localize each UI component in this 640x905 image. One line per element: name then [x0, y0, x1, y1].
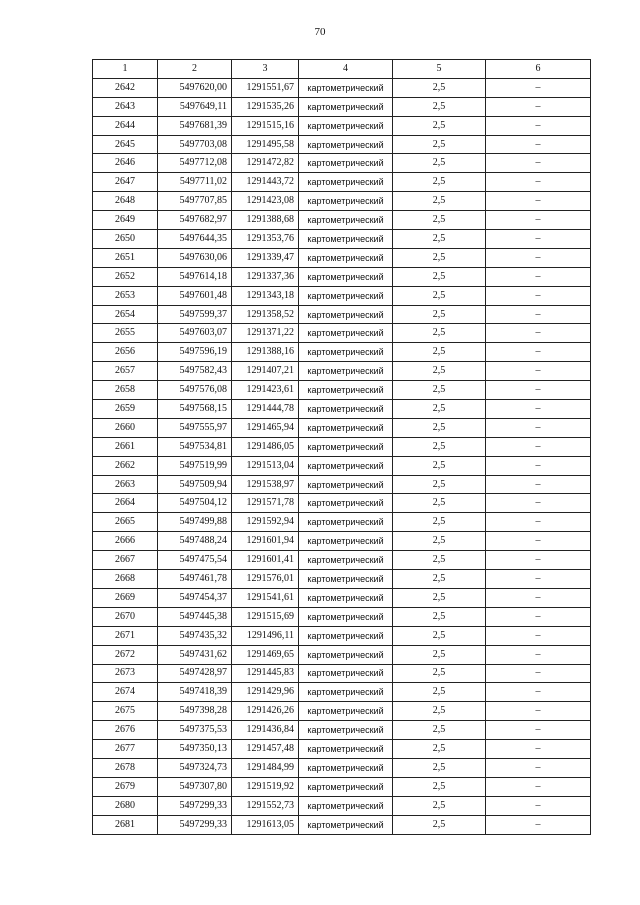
cell-note: –	[486, 456, 591, 475]
cell-x-coordinate: 5497649,11	[158, 97, 232, 116]
cell-note: –	[486, 588, 591, 607]
cell-point-number: 2645	[93, 135, 158, 154]
cell-accuracy: 2,5	[393, 97, 486, 116]
cell-accuracy: 2,5	[393, 437, 486, 456]
cell-note: –	[486, 400, 591, 419]
cell-x-coordinate: 5497682,97	[158, 211, 232, 230]
cell-method: картометрический	[299, 418, 393, 437]
cell-method: картометрический	[299, 607, 393, 626]
cell-x-coordinate: 5497435,32	[158, 626, 232, 645]
table-row	[93, 418, 591, 437]
cell-x-coordinate: 5497445,38	[158, 607, 232, 626]
cell-x-coordinate: 5497299,33	[158, 796, 232, 815]
cell-method: картометрический	[299, 494, 393, 513]
cell-point-number: 2655	[93, 324, 158, 343]
cell-x-coordinate: 5497603,07	[158, 324, 232, 343]
cell-y-coordinate: 1291484,99	[232, 758, 299, 777]
cell-x-coordinate: 5497576,08	[158, 381, 232, 400]
cell-accuracy: 2,5	[393, 721, 486, 740]
cell-method: картометрический	[299, 343, 393, 362]
cell-accuracy: 2,5	[393, 192, 486, 211]
cell-note: –	[486, 248, 591, 267]
cell-y-coordinate: 1291343,18	[232, 286, 299, 305]
cell-method: картометрический	[299, 475, 393, 494]
header-col-3: 3	[232, 60, 299, 79]
table-row	[93, 513, 591, 532]
table-row	[93, 551, 591, 570]
cell-y-coordinate: 1291337,36	[232, 267, 299, 286]
table-row	[93, 437, 591, 456]
cell-note: –	[486, 721, 591, 740]
cell-point-number: 2644	[93, 116, 158, 135]
table-row	[93, 267, 591, 286]
cell-method: картометрический	[299, 777, 393, 796]
cell-x-coordinate: 5497418,39	[158, 683, 232, 702]
cell-method: картометрический	[299, 702, 393, 721]
cell-method: картометрический	[299, 532, 393, 551]
cell-accuracy: 2,5	[393, 607, 486, 626]
cell-method: картометрический	[299, 570, 393, 589]
cell-point-number: 2650	[93, 230, 158, 249]
cell-note: –	[486, 343, 591, 362]
cell-method: картометрический	[299, 758, 393, 777]
cell-method: картометрический	[299, 626, 393, 645]
cell-accuracy: 2,5	[393, 135, 486, 154]
cell-point-number: 2669	[93, 588, 158, 607]
cell-x-coordinate: 5497428,97	[158, 664, 232, 683]
cell-note: –	[486, 362, 591, 381]
cell-x-coordinate: 5497488,24	[158, 532, 232, 551]
cell-method: картометрический	[299, 192, 393, 211]
cell-note: –	[486, 97, 591, 116]
cell-x-coordinate: 5497707,85	[158, 192, 232, 211]
cell-accuracy: 2,5	[393, 664, 486, 683]
table-row	[93, 740, 591, 759]
table-row	[93, 570, 591, 589]
table-row	[93, 305, 591, 324]
cell-y-coordinate: 1291515,69	[232, 607, 299, 626]
cell-y-coordinate: 1291592,94	[232, 513, 299, 532]
cell-method: картометрический	[299, 230, 393, 249]
cell-point-number: 2674	[93, 683, 158, 702]
cell-y-coordinate: 1291541,61	[232, 588, 299, 607]
cell-note: –	[486, 758, 591, 777]
cell-method: картометрический	[299, 551, 393, 570]
cell-method: картометрический	[299, 456, 393, 475]
cell-y-coordinate: 1291472,82	[232, 154, 299, 173]
cell-method: картометрический	[299, 683, 393, 702]
cell-note: –	[486, 135, 591, 154]
header-col-1: 1	[93, 60, 158, 79]
cell-accuracy: 2,5	[393, 381, 486, 400]
cell-y-coordinate: 1291429,96	[232, 683, 299, 702]
cell-accuracy: 2,5	[393, 211, 486, 230]
cell-x-coordinate: 5497601,48	[158, 286, 232, 305]
cell-y-coordinate: 1291551,67	[232, 78, 299, 97]
cell-y-coordinate: 1291407,21	[232, 362, 299, 381]
cell-x-coordinate: 5497703,08	[158, 135, 232, 154]
table-row	[93, 721, 591, 740]
cell-x-coordinate: 5497324,73	[158, 758, 232, 777]
cell-y-coordinate: 1291576,01	[232, 570, 299, 589]
cell-y-coordinate: 1291535,26	[232, 97, 299, 116]
table-row	[93, 494, 591, 513]
cell-point-number: 2648	[93, 192, 158, 211]
table-row	[93, 702, 591, 721]
cell-y-coordinate: 1291601,94	[232, 532, 299, 551]
cell-method: картометрический	[299, 437, 393, 456]
cell-note: –	[486, 437, 591, 456]
cell-accuracy: 2,5	[393, 343, 486, 362]
table-row	[93, 456, 591, 475]
cell-note: –	[486, 494, 591, 513]
table-row	[93, 154, 591, 173]
cell-x-coordinate: 5497499,88	[158, 513, 232, 532]
cell-point-number: 2651	[93, 248, 158, 267]
cell-note: –	[486, 173, 591, 192]
cell-accuracy: 2,5	[393, 324, 486, 343]
cell-point-number: 2670	[93, 607, 158, 626]
cell-method: картометрический	[299, 815, 393, 834]
table-row	[93, 758, 591, 777]
cell-method: картометрический	[299, 97, 393, 116]
cell-accuracy: 2,5	[393, 116, 486, 135]
cell-x-coordinate: 5497711,02	[158, 173, 232, 192]
cell-method: картометрический	[299, 286, 393, 305]
cell-y-coordinate: 1291513,04	[232, 456, 299, 475]
cell-point-number: 2679	[93, 777, 158, 796]
cell-x-coordinate: 5497398,28	[158, 702, 232, 721]
cell-x-coordinate: 5497299,33	[158, 815, 232, 834]
cell-accuracy: 2,5	[393, 532, 486, 551]
cell-point-number: 2656	[93, 343, 158, 362]
cell-accuracy: 2,5	[393, 645, 486, 664]
cell-note: –	[486, 513, 591, 532]
cell-note: –	[486, 78, 591, 97]
cell-method: картометрический	[299, 135, 393, 154]
cell-method: картометрический	[299, 796, 393, 815]
cell-point-number: 2672	[93, 645, 158, 664]
cell-point-number: 2680	[93, 796, 158, 815]
cell-method: картометрический	[299, 400, 393, 419]
coordinates-table	[92, 59, 591, 835]
cell-x-coordinate: 5497630,06	[158, 248, 232, 267]
cell-point-number: 2673	[93, 664, 158, 683]
cell-x-coordinate: 5497504,12	[158, 494, 232, 513]
cell-x-coordinate: 5497519,99	[158, 456, 232, 475]
table-row	[93, 815, 591, 834]
cell-accuracy: 2,5	[393, 777, 486, 796]
cell-accuracy: 2,5	[393, 494, 486, 513]
cell-note: –	[486, 475, 591, 494]
cell-y-coordinate: 1291444,78	[232, 400, 299, 419]
cell-accuracy: 2,5	[393, 456, 486, 475]
cell-note: –	[486, 532, 591, 551]
cell-note: –	[486, 796, 591, 815]
table-row	[93, 116, 591, 135]
cell-point-number: 2664	[93, 494, 158, 513]
cell-point-number: 2663	[93, 475, 158, 494]
cell-method: картометрический	[299, 116, 393, 135]
table-row	[93, 381, 591, 400]
cell-method: картометрический	[299, 513, 393, 532]
cell-x-coordinate: 5497599,37	[158, 305, 232, 324]
cell-accuracy: 2,5	[393, 78, 486, 97]
cell-accuracy: 2,5	[393, 475, 486, 494]
cell-note: –	[486, 551, 591, 570]
cell-x-coordinate: 5497596,19	[158, 343, 232, 362]
cell-point-number: 2666	[93, 532, 158, 551]
cell-accuracy: 2,5	[393, 154, 486, 173]
cell-note: –	[486, 305, 591, 324]
cell-point-number: 2676	[93, 721, 158, 740]
header-col-2: 2	[158, 60, 232, 79]
cell-y-coordinate: 1291515,16	[232, 116, 299, 135]
cell-accuracy: 2,5	[393, 230, 486, 249]
table-row	[93, 400, 591, 419]
cell-accuracy: 2,5	[393, 796, 486, 815]
cell-x-coordinate: 5497568,15	[158, 400, 232, 419]
cell-method: картометрический	[299, 645, 393, 664]
cell-accuracy: 2,5	[393, 588, 486, 607]
table-header	[93, 60, 591, 79]
cell-y-coordinate: 1291613,05	[232, 815, 299, 834]
cell-note: –	[486, 570, 591, 589]
cell-accuracy: 2,5	[393, 513, 486, 532]
cell-x-coordinate: 5497582,43	[158, 362, 232, 381]
cell-y-coordinate: 1291423,08	[232, 192, 299, 211]
table-row	[93, 532, 591, 551]
cell-method: картометрический	[299, 267, 393, 286]
cell-y-coordinate: 1291552,73	[232, 796, 299, 815]
cell-note: –	[486, 230, 591, 249]
table-row	[93, 588, 591, 607]
cell-y-coordinate: 1291358,52	[232, 305, 299, 324]
table-row	[93, 286, 591, 305]
cell-method: картометрический	[299, 173, 393, 192]
cell-accuracy: 2,5	[393, 551, 486, 570]
table-row	[93, 645, 591, 664]
table-row	[93, 230, 591, 249]
cell-y-coordinate: 1291457,48	[232, 740, 299, 759]
cell-x-coordinate: 5497712,08	[158, 154, 232, 173]
cell-point-number: 2647	[93, 173, 158, 192]
cell-method: картометрический	[299, 664, 393, 683]
table-row	[93, 78, 591, 97]
cell-point-number: 2659	[93, 400, 158, 419]
cell-note: –	[486, 324, 591, 343]
cell-note: –	[486, 607, 591, 626]
table-body	[93, 78, 591, 834]
cell-method: картометрический	[299, 381, 393, 400]
cell-accuracy: 2,5	[393, 626, 486, 645]
cell-y-coordinate: 1291388,68	[232, 211, 299, 230]
cell-method: картометрический	[299, 721, 393, 740]
header-col-4: 4	[299, 60, 393, 79]
cell-x-coordinate: 5497555,97	[158, 418, 232, 437]
cell-accuracy: 2,5	[393, 418, 486, 437]
cell-point-number: 2681	[93, 815, 158, 834]
table-row	[93, 777, 591, 796]
cell-y-coordinate: 1291445,83	[232, 664, 299, 683]
cell-x-coordinate: 5497307,80	[158, 777, 232, 796]
table-row	[93, 211, 591, 230]
cell-y-coordinate: 1291486,05	[232, 437, 299, 456]
cell-point-number: 2671	[93, 626, 158, 645]
cell-note: –	[486, 815, 591, 834]
cell-note: –	[486, 211, 591, 230]
cell-x-coordinate: 5497350,13	[158, 740, 232, 759]
cell-accuracy: 2,5	[393, 570, 486, 589]
table-row	[93, 173, 591, 192]
table-row	[93, 324, 591, 343]
cell-y-coordinate: 1291519,92	[232, 777, 299, 796]
cell-x-coordinate: 5497681,39	[158, 116, 232, 135]
table-row	[93, 362, 591, 381]
cell-note: –	[486, 381, 591, 400]
cell-accuracy: 2,5	[393, 702, 486, 721]
cell-point-number: 2646	[93, 154, 158, 173]
cell-y-coordinate: 1291465,94	[232, 418, 299, 437]
cell-note: –	[486, 645, 591, 664]
cell-accuracy: 2,5	[393, 286, 486, 305]
cell-accuracy: 2,5	[393, 815, 486, 834]
cell-y-coordinate: 1291426,26	[232, 702, 299, 721]
cell-y-coordinate: 1291371,22	[232, 324, 299, 343]
cell-x-coordinate: 5497644,35	[158, 230, 232, 249]
cell-method: картометрический	[299, 740, 393, 759]
cell-note: –	[486, 626, 591, 645]
cell-x-coordinate: 5497509,94	[158, 475, 232, 494]
cell-note: –	[486, 683, 591, 702]
cell-point-number: 2653	[93, 286, 158, 305]
cell-note: –	[486, 702, 591, 721]
cell-x-coordinate: 5497461,78	[158, 570, 232, 589]
cell-method: картометрический	[299, 588, 393, 607]
cell-point-number: 2660	[93, 418, 158, 437]
cell-method: картометрический	[299, 211, 393, 230]
header-row	[93, 60, 591, 79]
cell-point-number: 2654	[93, 305, 158, 324]
cell-x-coordinate: 5497620,00	[158, 78, 232, 97]
table-row	[93, 97, 591, 116]
cell-accuracy: 2,5	[393, 683, 486, 702]
table-row	[93, 248, 591, 267]
cell-y-coordinate: 1291601,41	[232, 551, 299, 570]
cell-y-coordinate: 1291423,61	[232, 381, 299, 400]
cell-y-coordinate: 1291353,76	[232, 230, 299, 249]
cell-y-coordinate: 1291388,16	[232, 343, 299, 362]
cell-point-number: 2661	[93, 437, 158, 456]
table-row	[93, 796, 591, 815]
cell-y-coordinate: 1291495,58	[232, 135, 299, 154]
cell-point-number: 2649	[93, 211, 158, 230]
table-row	[93, 683, 591, 702]
cell-accuracy: 2,5	[393, 362, 486, 381]
cell-y-coordinate: 1291436,84	[232, 721, 299, 740]
table-row	[93, 343, 591, 362]
cell-method: картометрический	[299, 324, 393, 343]
cell-method: картометрический	[299, 248, 393, 267]
cell-note: –	[486, 740, 591, 759]
cell-point-number: 2675	[93, 702, 158, 721]
cell-note: –	[486, 664, 591, 683]
cell-note: –	[486, 286, 591, 305]
cell-note: –	[486, 192, 591, 211]
cell-note: –	[486, 418, 591, 437]
cell-y-coordinate: 1291469,65	[232, 645, 299, 664]
cell-method: картометрический	[299, 362, 393, 381]
cell-note: –	[486, 116, 591, 135]
cell-point-number: 2677	[93, 740, 158, 759]
header-col-6: 6	[486, 60, 591, 79]
cell-point-number: 2668	[93, 570, 158, 589]
cell-point-number: 2643	[93, 97, 158, 116]
header-col-5: 5	[393, 60, 486, 79]
cell-accuracy: 2,5	[393, 248, 486, 267]
table-row	[93, 192, 591, 211]
cell-x-coordinate: 5497375,53	[158, 721, 232, 740]
page-number: 70	[314, 26, 326, 38]
cell-accuracy: 2,5	[393, 740, 486, 759]
cell-accuracy: 2,5	[393, 305, 486, 324]
cell-point-number: 2678	[93, 758, 158, 777]
cell-note: –	[486, 267, 591, 286]
cell-accuracy: 2,5	[393, 173, 486, 192]
cell-method: картометрический	[299, 154, 393, 173]
cell-x-coordinate: 5497534,81	[158, 437, 232, 456]
cell-point-number: 2665	[93, 513, 158, 532]
cell-point-number: 2652	[93, 267, 158, 286]
cell-point-number: 2667	[93, 551, 158, 570]
cell-x-coordinate: 5497454,37	[158, 588, 232, 607]
table-row	[93, 664, 591, 683]
cell-x-coordinate: 5497614,18	[158, 267, 232, 286]
cell-accuracy: 2,5	[393, 267, 486, 286]
cell-point-number: 2657	[93, 362, 158, 381]
table-row	[93, 135, 591, 154]
cell-y-coordinate: 1291443,72	[232, 173, 299, 192]
cell-x-coordinate: 5497475,54	[158, 551, 232, 570]
cell-point-number: 2662	[93, 456, 158, 475]
cell-note: –	[486, 154, 591, 173]
cell-x-coordinate: 5497431,62	[158, 645, 232, 664]
cell-note: –	[486, 777, 591, 796]
table-row	[93, 626, 591, 645]
cell-y-coordinate: 1291339,47	[232, 248, 299, 267]
cell-accuracy: 2,5	[393, 400, 486, 419]
cell-method: картометрический	[299, 78, 393, 97]
cell-y-coordinate: 1291496,11	[232, 626, 299, 645]
cell-point-number: 2642	[93, 78, 158, 97]
table-row	[93, 607, 591, 626]
cell-y-coordinate: 1291571,78	[232, 494, 299, 513]
cell-accuracy: 2,5	[393, 758, 486, 777]
cell-y-coordinate: 1291538,97	[232, 475, 299, 494]
cell-method: картометрический	[299, 305, 393, 324]
table-row	[93, 475, 591, 494]
cell-point-number: 2658	[93, 381, 158, 400]
